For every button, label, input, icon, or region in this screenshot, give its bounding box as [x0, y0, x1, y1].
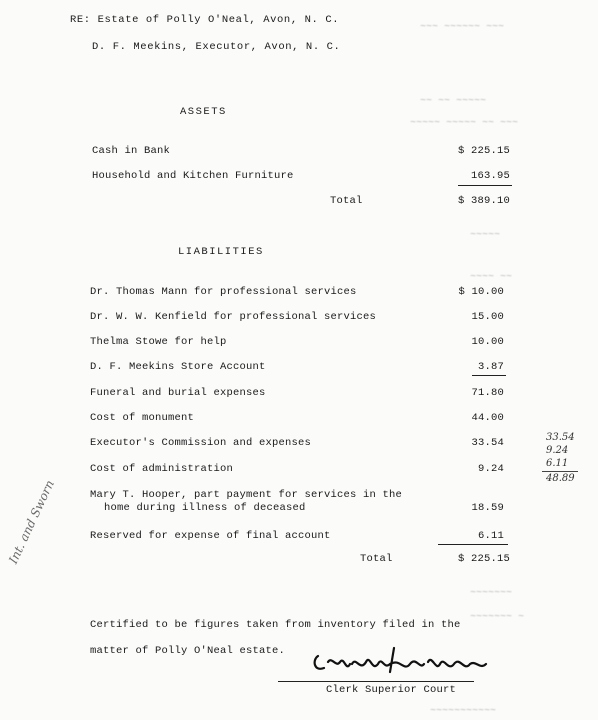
liability-amount: 3.87 [477, 361, 504, 373]
liability-amount: 33.54 [471, 437, 504, 449]
margin-note: 33.54 [546, 432, 575, 443]
certification-line: matter of Polly O'Neal estate. [90, 645, 286, 657]
liability-label: Mary T. Hooper, part payment for services in the [90, 489, 403, 501]
liability-label: Cost of administration [90, 463, 234, 475]
liability-amount: 15.00 [471, 311, 504, 323]
liability-label: Cost of monument [90, 412, 195, 424]
bleed-through-text: ~~~~~~~ ~ [470, 612, 525, 623]
bleed-through-text: ~~~~~ ~~~~~ ~~ ~~~ [410, 118, 519, 129]
estate-title: RE: Estate of Polly O'Neal, Avon, N. C. [70, 14, 340, 26]
asset-amount: $ 225.15 [457, 145, 510, 157]
asset-label: Cash in Bank [92, 145, 171, 157]
liability-label-continued: home during illness of deceased [104, 502, 306, 514]
signature [310, 642, 500, 682]
underline [472, 375, 506, 376]
liability-amount: 18.59 [471, 502, 504, 514]
liability-amount: 71.80 [471, 387, 504, 399]
pencil-margin-note: Int. and Sworn [6, 477, 57, 566]
liability-amount: 9.24 [477, 463, 504, 475]
signer-title: Clerk Superior Court [326, 684, 457, 696]
assets-total-amount: $ 389.10 [457, 195, 510, 207]
asset-amount: 163.95 [470, 170, 510, 182]
liability-label: Executor's Commission and expenses [90, 437, 312, 449]
liability-label: Thelma Stowe for help [90, 336, 227, 348]
liability-amount: 10.00 [471, 336, 504, 348]
liability-label: Reserved for expense of final account [90, 530, 331, 542]
bleed-through-text: ~~~ ~~~~~~ ~~~ [420, 22, 505, 33]
bleed-through-text: ~~~~ ~~ [470, 272, 513, 283]
underline [438, 544, 508, 545]
liability-label: Funeral and burial expenses [90, 387, 266, 399]
certification-line: Certified to be figures taken from inventory filed in the [90, 619, 461, 631]
margin-underline [542, 471, 578, 472]
signature-line [278, 681, 474, 682]
liability-label: Dr. Thomas Mann for professional services [90, 286, 357, 298]
bleed-through-text: ~~~~~ [470, 230, 501, 241]
asset-label: Household and Kitchen Furniture [92, 170, 294, 182]
bleed-through-text: ~~~~~~~ [470, 588, 513, 599]
liability-label: Dr. W. W. Kenfield for professional services [90, 311, 377, 323]
liability-label: D. F. Meekins Store Account [90, 361, 266, 373]
liabilities-total-label: Total [360, 553, 393, 565]
margin-note: 9.24 [546, 445, 569, 456]
assets-total-label: Total [330, 195, 363, 207]
bleed-through-text: ~~~~~~~~~~~ [430, 706, 497, 717]
underline [458, 185, 512, 186]
liabilities-heading: LIABILITIES [178, 246, 264, 258]
liability-amount: 6.11 [477, 530, 504, 542]
liability-amount: $ 10.00 [458, 286, 504, 298]
liability-amount: 44.00 [471, 412, 504, 424]
margin-note: 6.11 [546, 458, 569, 469]
margin-note: 48.89 [546, 473, 575, 484]
executor-line: D. F. Meekins, Executor, Avon, N. C. [92, 41, 341, 53]
assets-heading: ASSETS [180, 106, 227, 118]
liabilities-total-amount: $ 225.15 [457, 553, 510, 565]
bleed-through-text: ~~ ~~ ~~~~~ [420, 96, 487, 107]
